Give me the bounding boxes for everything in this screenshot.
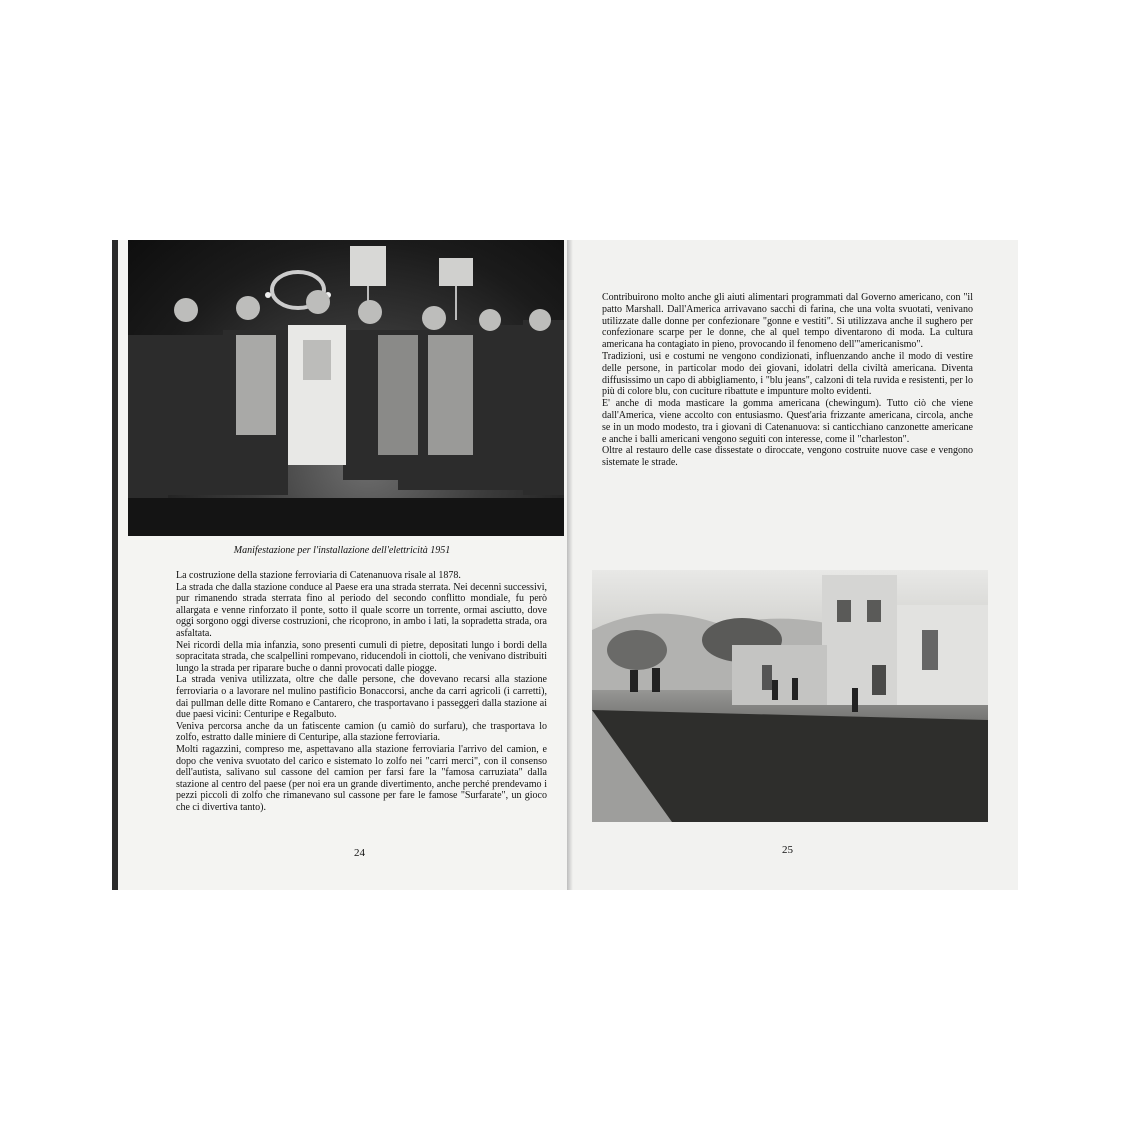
paragraph: Molti ragazzini, compreso me, aspettavano alla stazione ferroviaria l'arrivo del camion, e dopo che veniva svuotato del carico e sistemato lo zolfo nei "carri merci", con il consenso dell'autista, salivano sul cassone del camion per farsi fare la "famosa carruziata" dalla stazione al centro del paese (per noi era un grande divertimento, anche perché prendevamo i pezzi piccoli di zolfo che rimanevano sul cassone per fare le famose "Surfarate", un gioco che ci divertiva tanto).	[176, 743, 547, 813]
paragraph: E' anche di moda masticare la gomma americana (chewingum). Tutto ciò che viene dall'America, viene accolto con entusiasmo. Quest'aria frizzante americana, circola, anche se in un modo modesto, tra i giovani di Catenanuova: si canticchiano canzonette americane e anche i balli americani vengono seguiti con interesse, come il "charleston".	[602, 398, 973, 445]
paragraph: Oltre al restauro delle case dissestate o diroccate, vengono costruite nuove case e vengono sistemate le strade.	[602, 445, 973, 469]
page-number: 24	[354, 847, 365, 859]
paragraph: La strada veniva utilizzata, oltre che dalle persone, che dovevano recarsi alla stazione ferroviaria o a lavorare nel mulino pastificio Bonaccorsi, anche da carri agricoli (i carretti), dai pullman delle ditte Romano e Cantarero, che trasportavano i passeggeri dalla stazione ai due paesi vicini: Centuripe e Regalbuto.	[176, 674, 547, 721]
book-spread	[112, 240, 1018, 890]
paragraph: Nei ricordi della mia infanzia, sono presenti cumuli di pietre, depositati lungo i bordi della sopracitata strada, che scalpellini rompevano, riducendoli in ciottoli, che venivano distribuiti lungo la strada per riparare buche o danni provocati dalle piogge.	[176, 639, 547, 674]
left-body-text	[176, 570, 547, 813]
left-page	[118, 240, 567, 890]
paragraph: Veniva percorsa anche da un fatiscente camion (u camiò do surfaru), che trasportava lo zolfo, estratto dalle miniere di Centuripe, alla stazione ferroviaria.	[176, 720, 547, 744]
right-body-text	[602, 292, 973, 469]
spine-shadow	[567, 240, 573, 890]
paragraph: La costruzione della stazione ferroviaria di Catenanuova risale al 1878.	[176, 570, 461, 581]
paragraph: Contribuirono molto anche gli aiuti alimentari programmati dal Governo americano, con "il patto Marshall. Dall'America arrivavano sacchi di farina, che una volta svuotati, venivano utilizzate dalle donne per confezionare "gonne e vestiti". Si utilizzava anche il sughero per confezionare scarpe per le donne, che al quel tempo diventarono di moda. La cultura americana ha contagiato in pieno, provocando il fenomeno dell'"americanismo".	[602, 292, 973, 351]
photo-caption: Manifestazione per l'installazione dell'elettricità 1951	[233, 545, 451, 556]
paragraph: Tradizioni, usi e costumi ne vengono condizionati, influenzando anche il modo di vestire delle persone, in particolar modo dei giovani, idolatri della civiltà americana. Diventa diffusissimo un capo di abbigliamento, i "blu jeans", calzoni di tela ruvida e resistenti, per lo più di colore blu, con cuciture ribattute e impunture molto evidenti.	[602, 350, 973, 398]
page-number: 25	[782, 844, 793, 856]
street-photo	[592, 570, 988, 822]
right-page	[567, 240, 1018, 890]
paragraph: La strada che dalla stazione conduce al Paese era una strada sterrata. Nei decenni successivi, pur rimanendo strada sterrata fino al periodo del secondo conflitto mondiale, fu però allargata e venne rinforzato il ponte, sotto il quale scorre un torrente, ormai asciutto, dove oggi sorgono oggi diverse costruzioni, che ricoprono, in ambo i lati, la sopradetta strada, ora asfaltata.	[176, 581, 547, 639]
crowd-photo	[128, 240, 564, 536]
